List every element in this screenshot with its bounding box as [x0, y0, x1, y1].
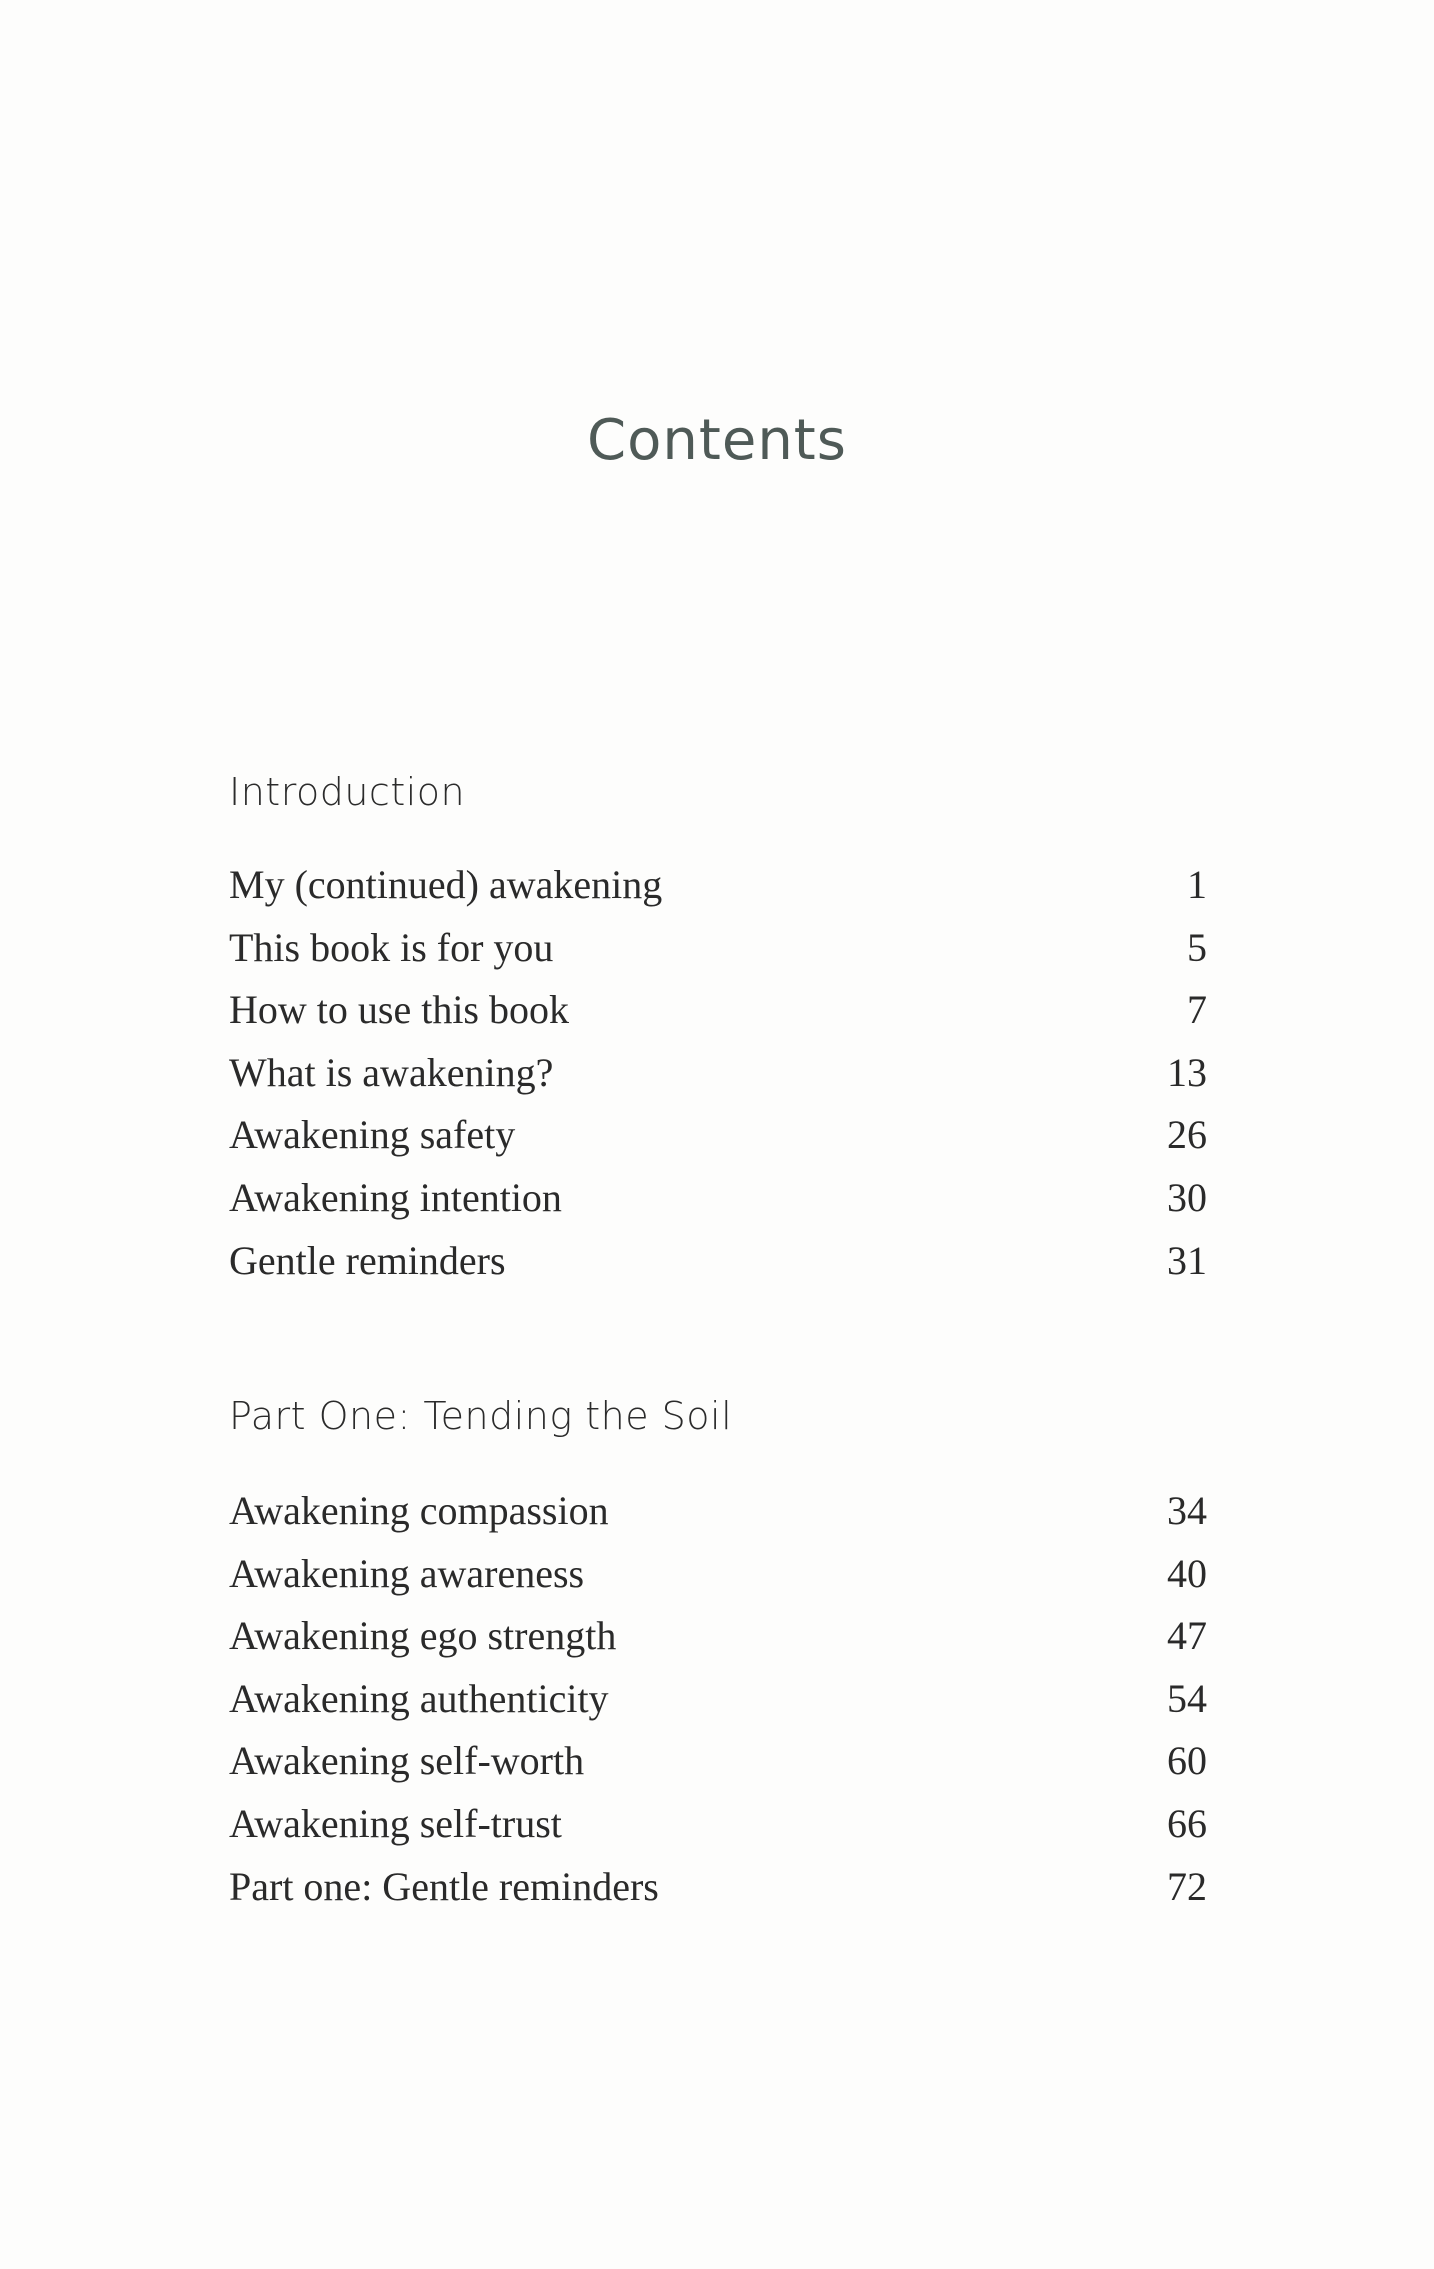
- toc-entry[interactable]: [229, 1793, 1207, 1856]
- entry-title: Awakening safety: [229, 1112, 516, 1158]
- entry-title: Awakening ego strength: [229, 1613, 617, 1659]
- entry-page-number: 31: [1167, 1237, 1207, 1283]
- toc-entry[interactable]: [229, 1543, 1207, 1606]
- entry-page-number: 72: [1167, 1863, 1207, 1909]
- entry-page-number: 40: [1167, 1550, 1207, 1596]
- toc-entry[interactable]: [229, 1856, 1207, 1919]
- toc-entry[interactable]: [229, 1730, 1207, 1793]
- toc-list-part-one: [229, 1480, 1207, 1918]
- toc-entry[interactable]: [229, 1104, 1207, 1167]
- entry-title: What is awakening?: [229, 1049, 554, 1095]
- entry-page-number: 26: [1167, 1112, 1207, 1158]
- toc-entry[interactable]: [229, 1605, 1207, 1668]
- toc-entry[interactable]: [229, 917, 1207, 980]
- entry-title: Part one: Gentle reminders: [229, 1863, 659, 1909]
- entry-title: How to use this book: [229, 987, 569, 1033]
- entry-page-number: 1: [1187, 862, 1207, 907]
- entry-title: Gentle reminders: [229, 1237, 506, 1283]
- entry-page-number: 47: [1167, 1613, 1207, 1659]
- entry-title: Awakening intention: [229, 1174, 562, 1220]
- entry-title: My (continued) awakening: [229, 862, 663, 907]
- entry-page-number: 13: [1167, 1049, 1207, 1095]
- toc-entry[interactable]: [229, 1668, 1207, 1731]
- toc-list-introduction: [229, 854, 1207, 1292]
- toc-entry[interactable]: [229, 1042, 1207, 1105]
- entry-page-number: 7: [1187, 987, 1207, 1033]
- entry-page-number: 34: [1167, 1488, 1207, 1533]
- section-heading-introduction: Introduction: [229, 770, 466, 814]
- page-title: Contents: [587, 408, 847, 473]
- section-heading-part-one: Part One: Tending the Soil: [229, 1394, 733, 1438]
- entry-page-number: 66: [1167, 1800, 1207, 1846]
- toc-entry[interactable]: [229, 979, 1207, 1042]
- entry-title: Awakening self-trust: [229, 1800, 562, 1846]
- entry-title: Awakening awareness: [229, 1550, 585, 1596]
- entry-title: Awakening authenticity: [229, 1675, 609, 1721]
- toc-entry[interactable]: [229, 1230, 1207, 1293]
- entry-page-number: 60: [1167, 1738, 1207, 1784]
- entry-page-number: 54: [1167, 1675, 1207, 1721]
- entry-title: This book is for you: [229, 924, 554, 970]
- entry-title: Awakening compassion: [229, 1488, 609, 1533]
- toc-entry[interactable]: [229, 1167, 1207, 1230]
- entry-title: Awakening self-worth: [229, 1738, 585, 1784]
- toc-entry[interactable]: [229, 1480, 1207, 1543]
- toc-entry[interactable]: [229, 854, 1207, 917]
- entry-page-number: 30: [1167, 1174, 1207, 1220]
- entry-page-number: 5: [1187, 924, 1207, 970]
